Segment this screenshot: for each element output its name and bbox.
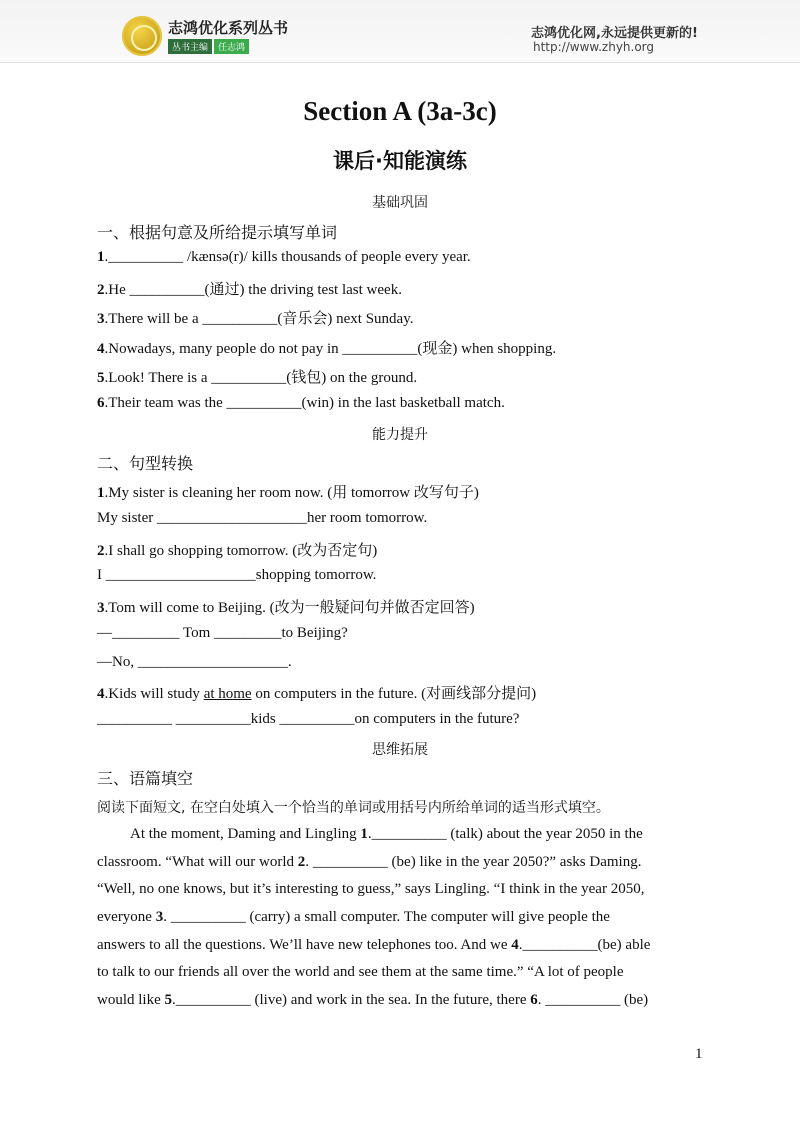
blank-number: 3 [155,909,164,925]
page-title: Section A (3a-3c) [303,96,497,126]
exercise-item [97,395,505,412]
exercise-item [97,337,556,358]
passage-text: everyone [97,909,156,925]
part1-heading: 一、根据句意及所给提示填写单词 [97,223,338,242]
part3-heading: 三、语篇填空 [97,769,194,788]
passage-text: classroom. “What will our world [97,854,298,870]
item-text: .__________ /kænsə(r)/ kills thousands of people every year. [104,249,471,265]
editor-label: 丛书主编 [168,39,212,54]
passage-line [97,937,650,954]
section-thinking-label: 思维拓展 [372,742,428,758]
passage-text: to talk to our friends all over the world and see them at the same time.” “A lot of people [97,964,624,980]
item-text: .Nowadays, many people do not pay in __________(现金) when shopping. [104,341,557,357]
header-slogan: 志鸿优化网,永远提供更新的! [531,26,698,41]
passage-line [97,881,644,898]
passage-line [130,826,643,843]
series-brand: 志鸿优化系列丛书 [168,19,289,37]
exercise-item [97,366,417,387]
blank-number: 1 [360,826,368,842]
item-number: 1 [97,249,105,265]
exercise-item [97,481,479,502]
publisher-logo [122,16,162,56]
passage-text: .__________ (talk) about the year 2050 in the [367,826,643,842]
item-number: 4 [97,341,105,357]
passage-line [97,992,648,1009]
item-number: 3 [97,311,105,327]
item-text: .He __________(通过) the driving test last week. [104,282,402,298]
page-header [0,0,800,63]
blank-number: 2 [297,854,306,870]
answer-line: __________ __________kids __________on computers in the future? [97,711,520,727]
exercise-item [97,539,377,560]
passage-text: . __________ (carry) a small computer. The computer will give people the [163,909,610,925]
exercise-item [97,278,402,299]
header-url: http://www.zhyh.org [533,40,655,54]
passage-text: .__________ (live) and work in the sea. In the future, there [172,992,531,1008]
part2-heading: 二、句型转换 [97,454,194,473]
section-basic-label: 基础巩固 [372,195,428,211]
item-text: .I shall go shopping tomorrow. (改为否定句) [104,543,378,559]
exercise-item [97,307,413,328]
blank-number: 5 [164,992,172,1008]
passage-text: “Well, no one knows, but it’s interesting to guess,” says Lingling. “I think in the year 2050, [97,881,645,897]
passage-text: answers to all the questions. We’ll have new telephones too. And we [97,937,512,953]
item-text: .My sister is cleaning her room now. (用 tomorrow 改写句子) [104,485,479,501]
item-text: .Kids will study [104,686,204,702]
blank-number: 6 [530,992,538,1008]
passage-text: At the moment, Daming and Lingling [130,826,361,842]
exercise-item [97,596,475,617]
part3-instruction: 阅读下面短文, 在空白处填入一个恰当的单词或用括号内所给单词的适当形式填空。 [97,800,610,816]
exercise-item [97,249,471,266]
page-subtitle: 课后·知能演练 [333,149,467,173]
blank-number: 4 [511,937,519,953]
item-text: .There will be a __________(音乐会) next Sunday. [104,311,414,327]
item-number: 6 [97,395,105,411]
passage-line [97,909,610,926]
section-ability-label: 能力提升 [372,427,428,443]
passage-line [97,854,641,871]
item-text: .Their team was the __________(win) in the last basketball match. [104,395,505,411]
passage-line [97,964,624,981]
answer-line: My sister ____________________her room tomorrow. [97,510,428,526]
editor-name: 任志鸿 [214,39,249,54]
item-text: on computers in the future. (对画线部分提问) [251,686,537,702]
item-number: 4 [97,686,105,702]
passage-text: . __________ (be) like in the year 2050?” asks Daming. [305,854,642,870]
item-text: .Look! There is a __________(钱包) on the ground. [104,370,418,386]
item-number: 3 [97,600,105,616]
answer-line: —_________ Tom _________to Beijing? [97,625,348,641]
answer-line: I ____________________shopping tomorrow. [97,567,377,583]
item-number: 5 [97,370,105,386]
item-text: .Tom will come to Beijing. (改为一般疑问句并做否定回答) [104,600,475,616]
page-number: 1 [695,1046,703,1062]
passage-text: would like [97,992,165,1008]
editor-credit [168,39,249,54]
exercise-item [97,682,536,703]
answer-line: —No, ____________________. [97,654,292,670]
passage-text: . __________ (be) [537,992,649,1008]
item-number: 2 [97,282,105,298]
item-number: 2 [97,543,105,559]
passage-text: .__________(be) able [518,937,651,953]
underlined-phrase: at home [203,686,252,702]
item-number: 1 [97,485,105,501]
